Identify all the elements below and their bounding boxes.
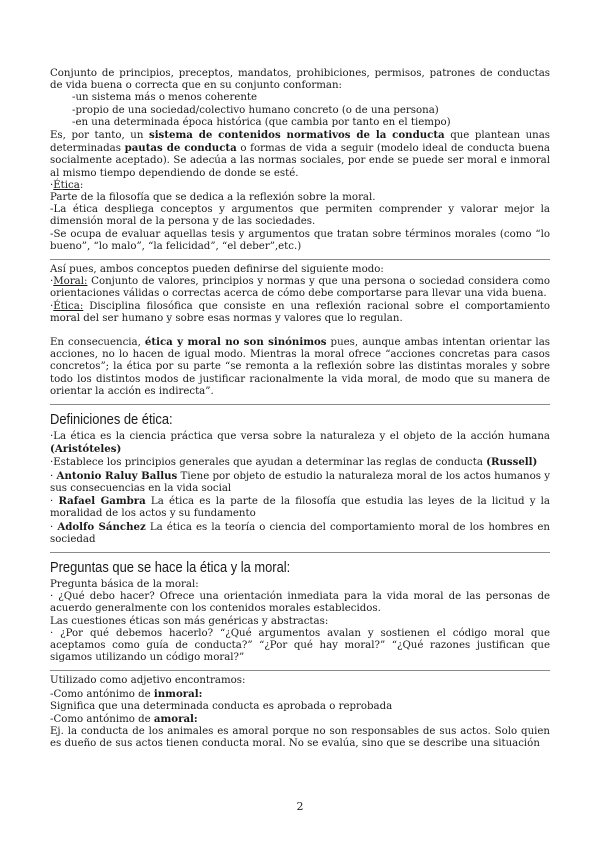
etica-point: -La ética despliega conceptos y argumentos que permiten comprender y valorar mejor la dimensión moral de la persona y de las sociedades. <box>50 204 550 228</box>
consequence-paragraph: En consecuencia, ética y moral no son sinónimos pues, aunque ambas intentan orientar las acciones, no lo hacen de igual modo. Mientras la moral ofrece “acciones concretas para casos concretos”; la ética por su parte “se remonta a la reflexión sobre las distintas morales y sobre todo los distintos modos de justificar racionalmente la vida moral, de modo que su manera de orientar la acción es indirecta”. <box>50 336 550 397</box>
list-item: · Antonio Raluy Ballus Tiene por objeto de estudio la naturaleza moral de los actos humanos y sus consecuencias en la vida social <box>50 469 551 494</box>
list-item: -propio de una sociedad/colectivo humano concreto (o de una persona) <box>72 104 439 116</box>
definitions-intro: Así pues, ambos conceptos pueden definirse del siguiente modo: <box>50 264 384 276</box>
page-number: 2 <box>296 800 304 813</box>
divider <box>50 552 550 553</box>
etica-label: ·Ética: <box>50 179 84 191</box>
adjetivo-line: Ej. la conducta de los animales es amoral porque no son responsables de sus actos. Solo quien es dueño de sus actos tienen conducta moral. No se evalúa, sino que se describe una situación <box>50 726 550 750</box>
list-item: ·La ética es la ciencia práctica que versa sobre la naturaleza y el objeto de la acción humana (Aristóteles) <box>50 431 550 456</box>
divider <box>50 404 550 405</box>
preguntas-line: · ¿Por qué debemos hacerlo? “¿Qué argumentos avalan y sostienen el código moral que aceptamos como guía de conducta?” “¿Por qué hay moral?” “¿Qué razones justifican que sigamos utilizando un código moral?” <box>50 627 550 664</box>
preguntas-line: · ¿Qué debo hacer? Ofrece una orientación inmediata para la vida moral de las personas de acuerdo generalmente con los contenidos morales establecidos. <box>50 591 550 615</box>
moral-definition-paragraph: Conjunto de principios, preceptos, mandatos, prohibiciones, permisos, patrones de conductas de vida buena o correcta que en su conjunto conforman: <box>50 68 550 92</box>
list-item: -en una determinada época histórica (que cambia por tanto en el tiempo) <box>72 116 451 128</box>
etica-short-definition: ·Ética: Disciplina filosófica que consiste en una reflexión racional sobre el comportamiento moral del ser humano y sobre esas normas y valores que lo regulan. <box>50 300 550 324</box>
preguntas-line: Pregunta básica de la moral: <box>50 578 199 590</box>
adjetivo-line: -Como antónimo de inmoral: <box>50 687 203 700</box>
adjetivo-line: Utilizado como adjetivo encontramos: <box>50 675 246 687</box>
etica-point: -Se ocupa de evaluar aquellas tesis y argumentos que tratan sobre términos morales (como “lo bueno”, “lo malo”, “la felicidad”, “el deber”,etc.) <box>50 228 550 252</box>
moral-definition: ·Moral: Conjunto de valores, principios y normas y que una persona o sociedad considera como orientaciones válidas o correctas acerca de cómo debe comportarse para llevar una vida buena. <box>50 276 550 300</box>
preguntas-line: Las cuestiones éticas son más genéricas y abstractas: <box>50 615 329 627</box>
document-page <box>50 68 550 751</box>
definiciones-heading: Definiciones de ética: <box>50 411 173 429</box>
normative-system-paragraph: Es, por tanto, un sistema de contenidos normativos de la conducta que plantean unas determinadas pautas de conducta o formas de vida a seguir (modelo ideal de conducta buena socialmente aceptado). Se adecúa a las normas sociales, por ende se puede ser moral e inmoral al mismo tiempo dependiendo de donde se esté. <box>50 129 550 179</box>
list-item: -un sistema más o menos coherente <box>72 92 258 104</box>
list-item: · Rafael Gambra La ética es la parte de la filosofía que estudia las leyes de la licitud y la moralidad de los actos y su fundamento <box>50 495 551 520</box>
adjetivo-line: Significa que una determinada conducta es aprobada o reprobada <box>50 700 393 712</box>
preguntas-heading: Preguntas que se hace la ética y la moral: <box>50 558 291 576</box>
etica-definition: Parte de la filosofía que se dedica a la reflexión sobre la moral. <box>50 192 376 204</box>
list-item: ·Establece los principios generales que ayudan a determinar las reglas de conducta (Russell) <box>50 456 538 469</box>
adjetivo-line: -Como antónimo de amoral: <box>50 712 198 725</box>
list-item: · Adolfo Sánchez La ética es la teoría o ciencia del comportamiento moral de los hombres en sociedad <box>50 520 550 545</box>
divider <box>50 259 550 260</box>
divider <box>50 670 550 671</box>
